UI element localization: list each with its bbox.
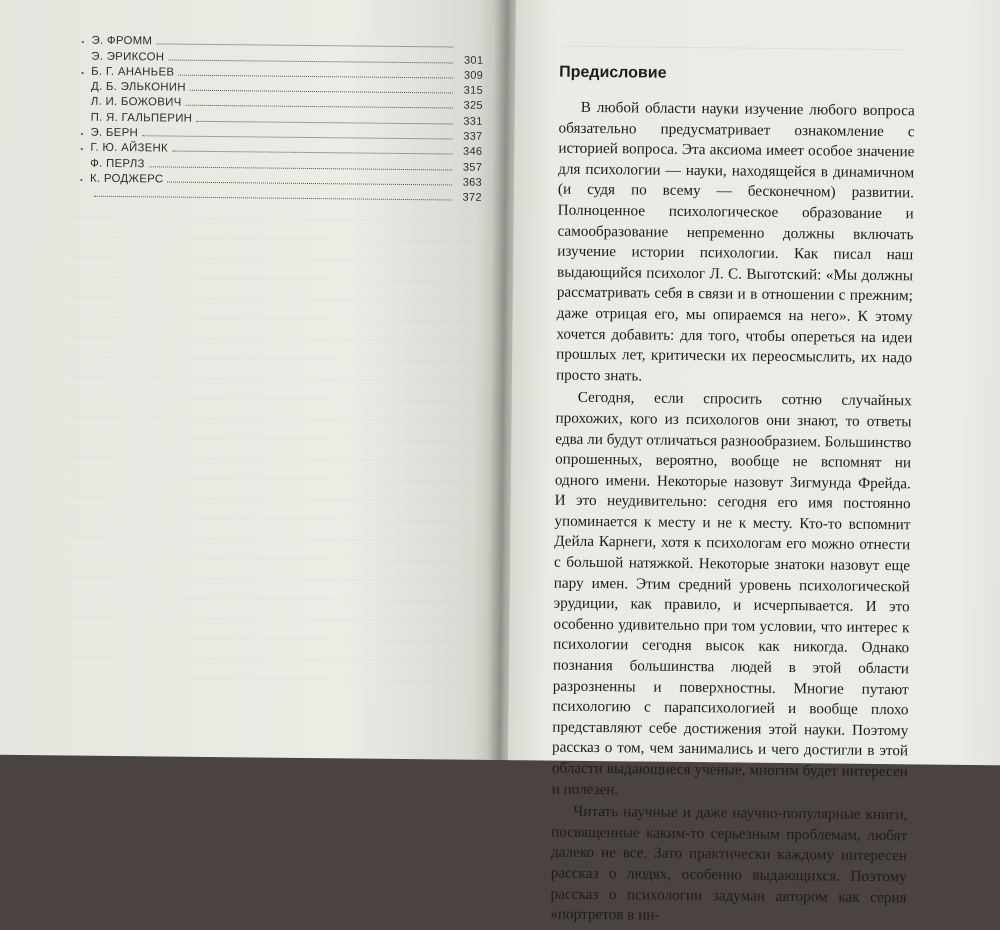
toc-entry-page: 301 bbox=[457, 54, 483, 66]
dot-leader bbox=[142, 134, 452, 139]
toc-entry-name: Г. Ю. АЙЗЕНК bbox=[90, 142, 170, 155]
toc-entry-page: 325 bbox=[457, 100, 483, 112]
toc-entry-page: 309 bbox=[457, 69, 483, 81]
dot-leader bbox=[185, 104, 452, 109]
toc-entry-name: Э. ЭРИКСОН bbox=[91, 50, 166, 63]
toc-entry-page: 337 bbox=[456, 131, 482, 143]
preface-paragraph: В любой области науки изучение любого вопроса обязательно предусматривает ознакомление с историей вопроса. Эта аксиома имеет особое значение для психологии — науки, находящейся в динамичном (и судя по всему — бесконечном) развитии. Полноценное психологическое образование и самообразование непременно должны включать изучение истории психологии. Как писал наш выдающийся психолог Л. С. Выготский: «Мы должны рассматривать себя в связи и в отношении с прежним; даже отрицая его, мы опираемся на него». К этому хочется добавить: для того, чтобы опереться на идеи прошлых лет, критически их переосмыслить, их надо просто знать. bbox=[556, 98, 915, 390]
preface-paragraph: Сегодня, если спросить сотню случайных прохожих, кого из психологов они знают, то ответы едва ли будут отличаться разнообразием. Большинство опрошенных, вероятно, вообще не вспомнят ни одного имени. Некоторые назовут Зигмунда Фрейда. И это неудивительно: сегодня его имя постоянно упоминается к месту и не к месту. Кто-то вспомнит Дейла Карнеги, хотя к психологам его можно отнести с большой натяжкой. Некоторые знатоки назовут еще пару имен. Этим средний уровень психологической эрудиции, как правило, и исчерпывается. И это особенно удивительно при том условии, что интерес к психологии сегодня высок как никогда. Однако познания большинства людей в этой области разрозненны и поверхностны. Многие путают психологию с парапсихологией и вообще плохо представляют себе достижения этой науки. Поэтому рассказ о том, чем занимались и чего достигли в этой области выдающиеся ученые, многим будет интересен и полезен. bbox=[552, 388, 912, 804]
toc-entry-name: Э. ФРОММ bbox=[91, 35, 154, 48]
dot-leader bbox=[190, 89, 453, 94]
dot-leader bbox=[168, 58, 453, 63]
toc-entry-name: К. РОДЖЕРС bbox=[90, 173, 166, 186]
preface-heading: Предисловие bbox=[559, 64, 667, 83]
dot-leader bbox=[172, 150, 452, 155]
toc-entry-page: 315 bbox=[457, 85, 483, 97]
toc-entry-page: 346 bbox=[456, 146, 482, 158]
toc-entry-page: 331 bbox=[457, 115, 483, 127]
preface-body bbox=[550, 98, 915, 929]
table-of-contents bbox=[80, 32, 484, 204]
dot-leader bbox=[178, 74, 453, 79]
dot-leader bbox=[156, 43, 453, 48]
preface-paragraph: Читать научные и даже научно-популярные книги, посвященные каким-то серьезным проблемам, любят далеко не все. Зато практически каждому интересен рассказ о людях, особенно выдающихся. Поэтому рассказ о психологии задуман автором как серия «портретов в ин- bbox=[550, 802, 907, 929]
bullet-mark: • bbox=[80, 130, 90, 139]
bullet-mark: • bbox=[81, 38, 91, 47]
toc-entry-page: 372 bbox=[456, 192, 482, 204]
toc-entry-page: 363 bbox=[456, 176, 482, 188]
toc-entry-name: Э. БЕРН bbox=[90, 127, 140, 140]
dot-leader bbox=[94, 195, 452, 201]
toc-entry-name: П. Я. ГАЛЬПЕРИН bbox=[91, 111, 195, 124]
toc-entry-name: Б. Г. АНАНЬЕВ bbox=[91, 66, 176, 79]
toc-entry-page: 357 bbox=[456, 161, 482, 173]
show-through-text bbox=[66, 201, 471, 725]
bullet-mark: • bbox=[80, 176, 90, 185]
toc-entry-name: Ф. ПЕРЛЗ bbox=[90, 157, 147, 170]
dot-leader bbox=[149, 165, 453, 170]
dot-leader bbox=[196, 120, 452, 125]
bullet-mark: • bbox=[80, 145, 90, 154]
dot-leader bbox=[167, 180, 452, 185]
bullet-mark: • bbox=[81, 68, 91, 77]
toc-entry-name: Л. И. БОЖОВИЧ bbox=[91, 96, 184, 109]
toc-entry-name: Д. Б. ЭЛЬКОНИН bbox=[91, 81, 188, 94]
